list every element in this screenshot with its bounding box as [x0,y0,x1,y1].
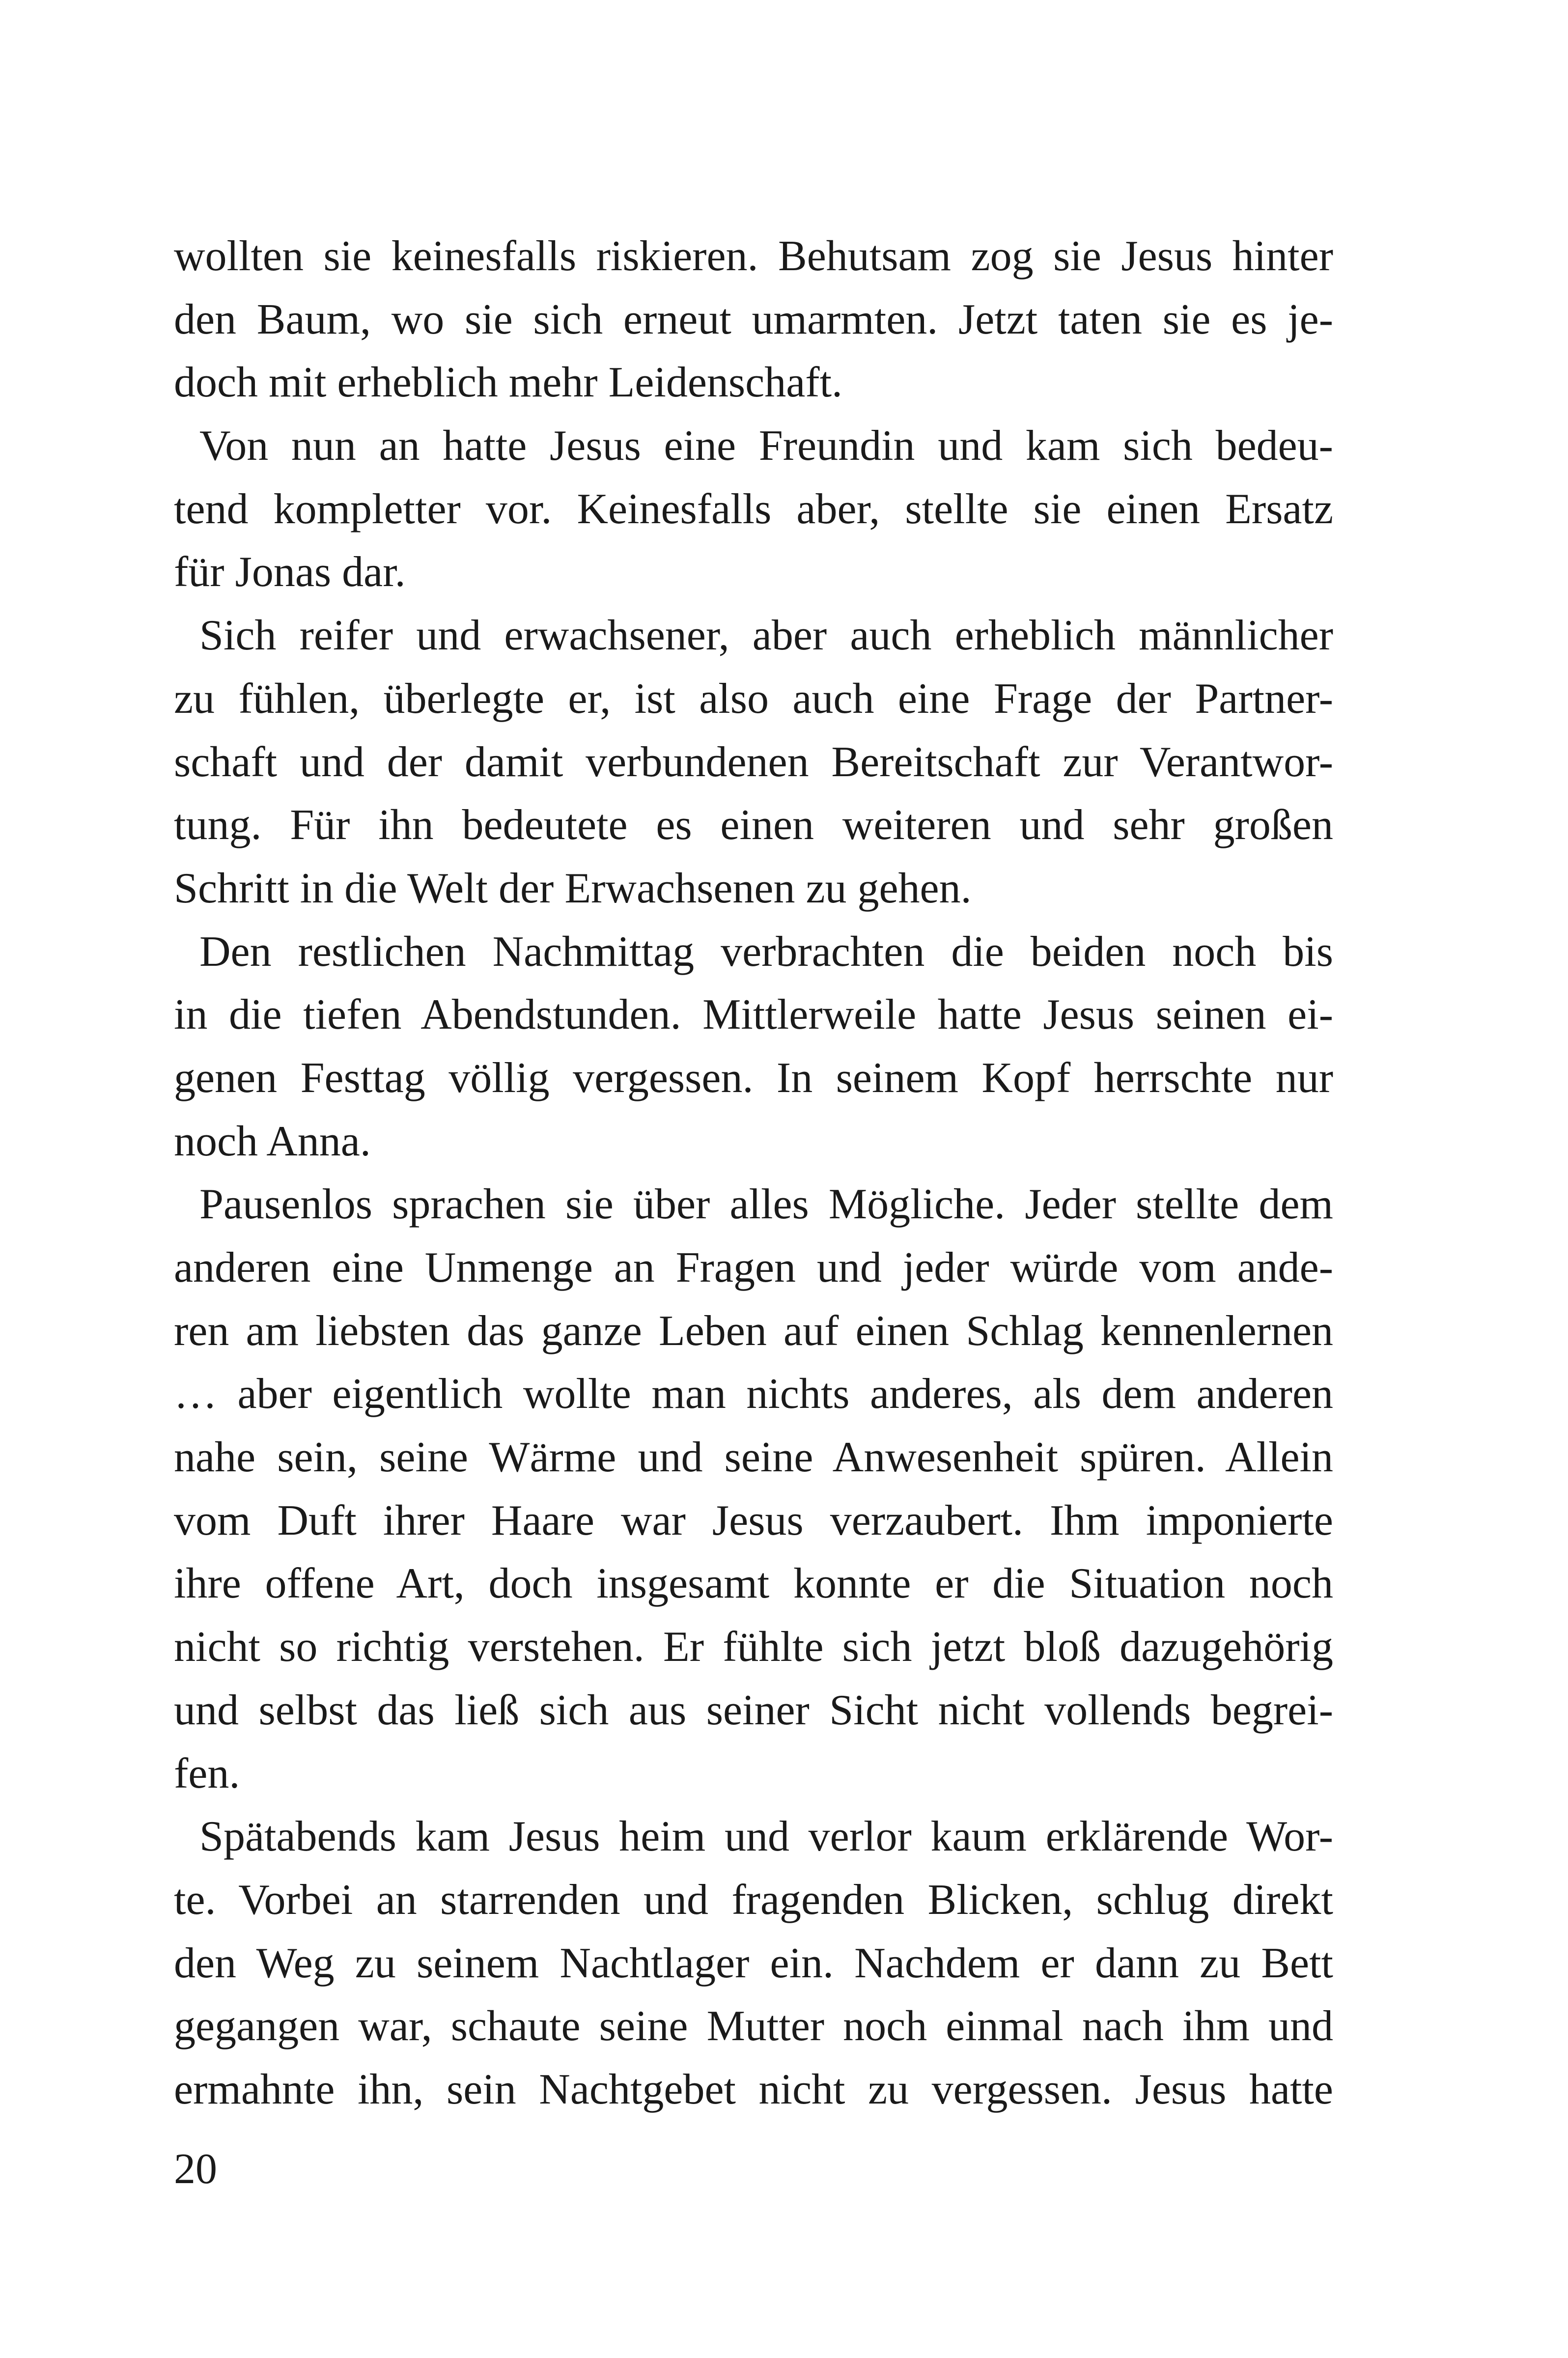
paragraph [174,1805,1333,2121]
text-line: Spätabends kam Jesus heim und verlor kaum erklärende Wor- [199,1813,1333,1861]
text-line: ermahnte ihn, sein Nachtgebet nicht zu vergessen. Jesus hatte [174,2065,1333,2113]
text-line: und selbst das ließ sich aus seiner Sicht nicht vollends begrei- [174,1686,1333,1734]
text-line: schaft und der damit verbundenen Bereitschaft zur Verantwor- [174,738,1333,786]
body-text [174,225,1333,2122]
text-line: den Weg zu seinem Nachtlager ein. Nachdem er dann zu Bett [174,1939,1333,1987]
text-line: Von nun an hatte Jesus eine Freundin und kam sich bedeu- [199,422,1333,470]
paragraph [174,604,1333,920]
text-line: in die tiefen Abendstunden. Mittlerweile hatte Jesus seinen ei- [174,991,1333,1039]
text-line: Schritt in die Welt der Erwachsenen zu gehen. [174,864,972,912]
text-line: wollten sie keinesfalls riskieren. Behutsam zog sie Jesus hinter [174,232,1333,280]
text-line: für Jonas dar. [174,548,406,596]
text-line: gegangen war, schaute seine Mutter noch einmal nach ihm und [174,2002,1333,2050]
text-line: Sich reifer und erwachsener, aber auch erheblich männlicher [199,612,1333,660]
text-line: fen. [174,1749,240,1797]
paragraph [174,921,1333,1174]
text-line: Pausenlos sprachen sie über alles Mögliche. Jeder stellte dem [199,1180,1333,1229]
text-line: ihre offene Art, doch insgesamt konnte er die Situation noch [174,1560,1333,1608]
text-line: genen Festtag völlig vergessen. In seinem Kopf herrschte nur [174,1054,1333,1102]
paragraph [174,415,1333,604]
text-line: vom Duft ihrer Haare war Jesus verzaubert. Ihm imponierte [174,1496,1333,1544]
text-line: den Baum, wo sie sich erneut umarmten. Jetzt taten sie es je- [174,295,1333,343]
text-line: nahe sein, seine Wärme und seine Anwesenheit spüren. Allein [174,1433,1333,1482]
text-line: te. Vorbei an starrenden und fragenden Blicken, schlug direkt [174,1876,1333,1924]
text-line: tend kompletter vor. Keinesfalls aber, stellte sie einen Ersatz [174,485,1333,533]
text-line: zu fühlen, überlegte er, ist also auch eine Frage der Partner- [174,674,1333,723]
text-line: anderen eine Unmenge an Fragen und jeder würde vom ande- [174,1244,1333,1291]
page-number: 20 [174,2145,217,2193]
text-line: tung. Für ihn bedeutete es einen weiteren und sehr großen [174,801,1333,849]
text-line: nicht so richtig verstehen. Er fühlte sich jetzt bloß dazugehörig [174,1623,1333,1671]
text-line: noch Anna. [174,1117,371,1165]
paragraph [174,1173,1333,1805]
text-line: doch mit erheblich mehr Leidenschaft. [174,359,843,407]
text-line: ren am liebsten das ganze Leben auf einen Schlag kennenlernen [174,1307,1333,1355]
text-line: … aber eigentlich wollte man nichts anderes, als dem anderen [174,1370,1333,1418]
paragraph [174,225,1333,415]
text-line: Den restlichen Nachmittag verbrachten die beiden noch bis [199,927,1333,976]
